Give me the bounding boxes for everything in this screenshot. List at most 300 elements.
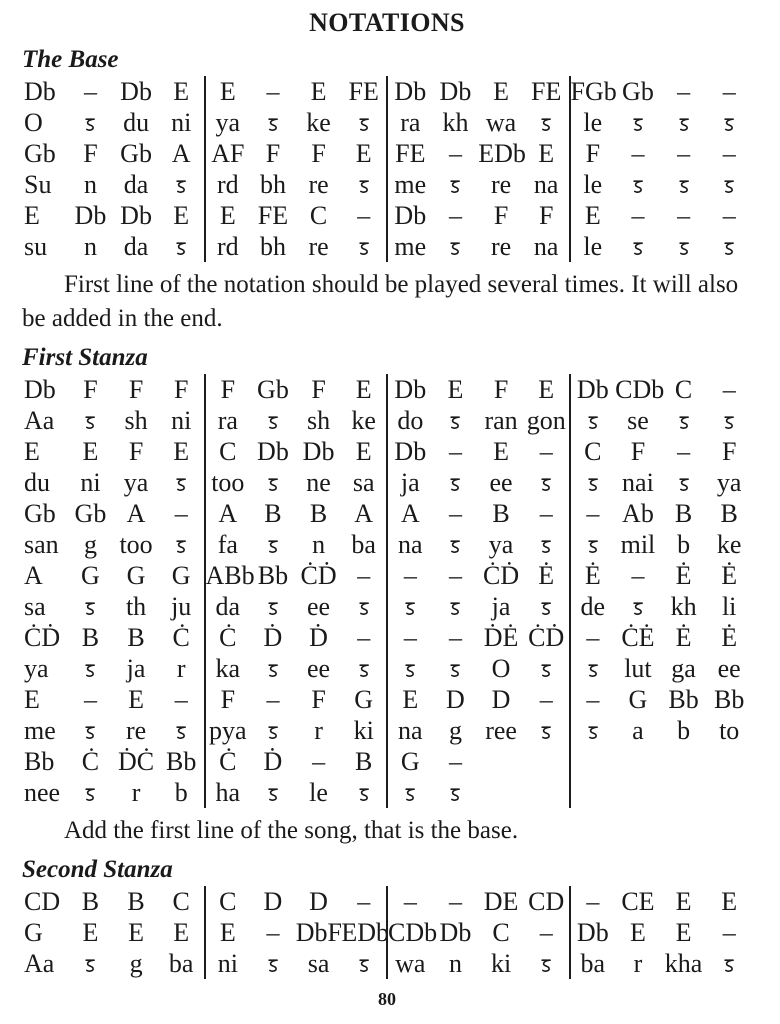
notation-cell [250,467,296,498]
avagraha-glyph [84,958,96,973]
notation-cell: Bb [714,685,745,714]
notation-cell [433,467,479,498]
notation-cell: D [491,685,511,714]
notation-cell: ke [716,530,742,559]
avagraha-glyph [678,179,690,194]
notation-cell: O [24,108,43,137]
notation-cell: EDb [478,139,526,168]
notation-cell: F [311,685,326,714]
notation-cell: E [159,436,205,467]
notation-cell: ke [306,108,331,137]
avagraha-glyph [540,539,552,554]
notation-cell [159,169,205,200]
notation-cell: – [524,684,570,715]
notation-cell: re [125,716,147,745]
avagraha-glyph [587,539,599,554]
notation-cell: G [24,918,43,947]
notation-cell: – [448,887,462,916]
notation-cell: Ė [675,623,692,652]
notation-cell: de [580,592,606,621]
notation-cell [706,405,752,436]
notation-cell: re [308,170,329,199]
notation-cell: FE [524,76,570,107]
notation-cell [570,777,616,808]
notation-cell: ee [717,654,741,683]
notation-cell: Db [394,77,427,106]
notation-cell [433,231,479,262]
avagraha-glyph [84,787,96,802]
notation-table-base [22,76,752,262]
notation-row [22,684,752,715]
notation-cell: nee [24,778,61,807]
notation-cell: r [159,653,205,684]
notation-cell: Bb [24,747,55,776]
notation-cell: E [24,201,40,230]
notation-row [22,76,752,107]
notation-cell: – [524,917,570,948]
notation-cell: Gb [622,77,654,106]
notation-cell [524,591,570,622]
notation-cell: too [211,468,245,497]
notation-cell: se [627,406,649,435]
notation-cell: E [341,138,387,169]
notation-cell: ra [217,406,238,435]
notation-cell [570,467,616,498]
notation-cell: E [675,918,692,947]
notation-cell: – [448,623,462,652]
avagraha-glyph [678,415,690,430]
notation-cell [68,107,114,138]
notation-cell: Ė [524,560,570,591]
notation-cell [250,653,296,684]
notation-cell: – [448,499,462,528]
notation-cell: – [524,498,570,529]
notation-cell [478,746,524,777]
notation-cell: ba [159,948,205,979]
notation-cell: Ċ [159,622,205,653]
notation-cell: A [341,498,387,529]
avagraha-glyph [267,725,279,740]
notation-cell: E [24,685,40,714]
notation-cell: F [159,374,205,405]
notation-cell: – [83,77,97,106]
notation-cell: – [722,139,736,168]
notation-row [22,653,752,684]
notation-cell: lut [624,654,652,683]
notation-cell [570,405,616,436]
notation-row [22,529,752,560]
notation-cell: ga [671,654,696,683]
avagraha-glyph [358,787,370,802]
avagraha-glyph [175,179,187,194]
notation-cell: ja [126,654,146,683]
notation-cell: F [311,375,326,404]
notation-cell [615,777,661,808]
notation-cell: na [524,231,570,262]
avagraha-glyph [267,958,279,973]
notation-cell: FE [395,139,426,168]
avagraha-glyph [723,179,735,194]
notation-cell [433,653,479,684]
notation-cell [387,591,433,622]
avagraha-glyph [358,241,370,256]
notation-cell: ja [400,468,420,497]
notation-cell: F [83,375,98,404]
notation-cell [387,777,433,808]
notation-cell: ha [215,778,241,807]
notation-cell: san [24,530,59,559]
notation-cell: D [309,887,328,916]
notation-row [22,498,752,529]
notation-cell: F [493,375,509,404]
notation-cell: F [311,139,326,168]
notation-cell: sh [124,406,148,435]
notation-cell: B [127,887,145,916]
notation-row [22,560,752,591]
notation-cell: ran [484,406,518,435]
notation-cell: ree [485,716,517,745]
notation-cell [570,715,616,746]
notation-cell: – [677,77,691,106]
notation-row [22,436,752,467]
notation-cell: sa [341,467,387,498]
notation-cell: Gb [120,139,152,168]
avagraha-glyph [358,601,370,616]
notation-cell: ni [159,107,205,138]
avagraha-glyph [449,787,461,802]
notation-cell: Db [439,77,472,106]
notation-cell: F [524,200,570,231]
avagraha-glyph [587,725,599,740]
avagraha-glyph [358,663,370,678]
heading-first-stanza: First Stanza [22,344,148,371]
notation-cell: na [398,716,423,745]
notation-cell: C [219,887,237,916]
notation-cell [433,405,479,436]
notation-cell [478,777,524,808]
notation-cell: rd [216,232,239,261]
notation-cell: na [524,169,570,200]
notation-cell: b [677,716,691,745]
notation-cell: EDb [341,918,390,947]
notation-cell: B [492,499,510,528]
notation-cell [250,715,296,746]
notation-row [22,886,752,917]
notation-cell: g [83,530,97,559]
notation-cell: ni [159,405,205,436]
notation-cell: E [584,201,601,230]
notation-cell: – [341,200,387,231]
notation-cell: Ė [584,561,601,590]
notation-cell: – [341,560,387,591]
notation-cell: – [403,561,417,590]
notation-cell: ee [489,468,513,497]
notation-cell: Ė [721,623,738,652]
notation-cell: E [159,200,205,231]
notation-cell [570,653,616,684]
notation-cell: E [219,201,236,230]
avagraha-glyph [449,415,461,430]
notation-cell: ba [580,949,606,978]
avagraha-glyph [449,179,461,194]
notation-cell: Aa [24,406,55,435]
notation-cell: – [159,684,205,715]
notation-cell [524,715,570,746]
notation-row [22,622,752,653]
avagraha-glyph [632,241,644,256]
notation-cell: Ċ [81,747,100,776]
notation-cell [570,529,616,560]
notation-cell: – [266,685,280,714]
notation-cell: D [446,685,465,714]
notation-cell: Ė [675,561,692,590]
notation-cell: me [24,716,56,745]
notation-cell: G [341,684,387,715]
notation-cell: ĊĖ [621,623,655,652]
notation-cell: Bb [257,561,289,590]
notation-cell: CDb [388,918,438,947]
heading-the-base: The Base [22,46,119,73]
notation-cell: Bb [159,746,205,777]
notation-cell: Ċ [219,747,237,776]
notation-cell [341,777,387,808]
notation-cell: li [721,592,737,621]
avagraha-glyph [358,179,370,194]
avagraha-glyph [678,241,690,256]
notation-cell: CD [524,886,570,917]
notation-cell: da [123,170,149,199]
notation-cell [661,777,707,808]
avagraha-glyph [175,477,187,492]
notation-cell: su [24,232,48,261]
avagraha-glyph [678,477,690,492]
avagraha-glyph [449,477,461,492]
notation-cell [524,653,570,684]
notation-cell: – [159,498,205,529]
notation-cell [615,107,661,138]
notation-cell: ya [215,108,241,137]
notation-cell: F [493,201,509,230]
notation-cell [615,169,661,200]
notation-cell: fa [217,530,238,559]
notation-cell: – [677,201,691,230]
notation-cell [250,529,296,560]
notation-cell [661,467,707,498]
notation-cell: E [341,374,387,405]
avagraha-glyph [358,117,370,132]
notation-cell: ne [306,468,331,497]
notation-cell: re [308,232,329,261]
notation-cell: – [631,139,645,168]
notation-cell [68,777,114,808]
notation-cell [524,529,570,560]
notation-cell: – [312,747,326,776]
heading-second-stanza: Second Stanza [22,856,173,883]
notation-cell: sh [307,406,331,435]
notation-cell: pya [209,716,247,745]
avagraha-glyph [267,117,279,132]
notation-cell: B [341,746,387,777]
notation-cell: C [584,437,602,466]
avagraha-glyph [723,241,735,256]
notation-cell: E [82,437,99,466]
notation-cell: G [81,561,100,590]
notation-cell: – [722,77,736,106]
avagraha-glyph [587,415,599,430]
notation-cell: Db [576,375,609,404]
notation-cell: A [400,499,420,528]
notation-cell: bh [259,170,286,199]
notation-cell: n [83,170,97,199]
notation-cell: F [721,437,737,466]
notation-cell: ju [159,591,205,622]
notation-cell: ka [215,654,241,683]
notation-cell: G [628,685,648,714]
notation-cell: Ḋ [263,623,283,652]
notation-cell: E [402,685,419,714]
notation-cell: E [721,887,738,916]
notation-cell: Db [439,918,472,947]
section-first-stanza [22,344,752,848]
notation-cell: – [448,561,462,590]
notation-cell: wa [395,949,426,978]
notation-cell [433,529,479,560]
notation-cell: ni [217,949,238,978]
avagraha-glyph [267,415,279,430]
notation-cell: E [493,77,509,106]
notation-cell: B [264,499,282,528]
notation-cell: n [448,949,462,978]
notation-cell: Gb [24,139,56,168]
notation-cell: E [159,76,205,107]
notation-cell: Db [576,918,609,947]
notation-cell: na [398,530,423,559]
notation-cell: A [159,138,205,169]
notation-cell [250,777,296,808]
notation-cell [706,107,752,138]
notation-cell [661,169,707,200]
notation-cell: Gb [24,499,56,528]
notation-cell [524,777,570,808]
notation-cell: sa [24,592,46,621]
notation-cell: AF [211,139,245,168]
notation-cell [250,591,296,622]
notation-cell: – [403,887,417,916]
notation-cell: le [309,778,328,807]
notation-cell: Ḋ [309,623,328,652]
notation-cell: E [159,917,205,948]
notation-cell: A [126,499,146,528]
notation-cell: Ė [721,561,738,590]
notation-cell: A [24,561,43,590]
avagraha-glyph [540,663,552,678]
notation-cell: ra [400,108,421,137]
notation-cell: – [266,77,280,106]
notation-cell: DE [483,887,519,916]
notation-cell: g [448,716,462,745]
notation-cell: Db [74,201,107,230]
notation-cell: rd [216,170,239,199]
notation-cell [524,746,570,777]
notation-cell: Su [24,170,52,199]
notation-row [22,138,752,169]
notation-cell: me [394,170,427,199]
notation-cell: gon [524,405,570,436]
notation-cell [661,107,707,138]
notation-cell: re [490,232,512,261]
notation-cell: E [310,77,327,106]
notation-cell: kh [442,108,469,137]
notation-cell: E [82,918,99,947]
notation-cell: E [341,436,387,467]
notation-cell: E [493,437,509,466]
notation-row [22,107,752,138]
note-after-base: First line of the notation should be played several times. It will also be added in the end. [22,271,739,332]
notation-cell: kh [670,592,697,621]
notation-cell: Gb [74,499,107,528]
notation-cell: E [629,918,646,947]
notation-cell: – [677,139,691,168]
notation-cell: me [394,232,427,261]
notation-cell [159,715,205,746]
section-second-stanza [22,856,752,979]
notation-cell: FE [257,201,289,230]
avagraha-glyph [267,477,279,492]
notation-row [22,715,752,746]
notation-cell: b [159,777,205,808]
notation-cell: b [677,530,691,559]
notation-cell: nai [622,468,654,497]
notation-cell: – [266,918,280,947]
notation-cell [341,169,387,200]
avagraha-glyph [449,539,461,554]
notation-cell: Db [394,201,427,230]
note-after-first-stanza: Add the first line of the song, that is the base. [64,817,519,844]
notation-cell: kha [664,949,703,978]
avagraha-glyph [540,958,552,973]
notation-cell: Ab [622,499,654,528]
notation-cell: – [341,886,387,917]
avagraha-glyph [632,179,644,194]
notation-cell: E [447,375,464,404]
notation-cell: O [491,654,511,683]
notation-cell [341,231,387,262]
notation-cell: ĊḊ [483,561,520,590]
avagraha-glyph [678,117,690,132]
avagraha-glyph [632,601,644,616]
notation-cell: Db [257,437,289,466]
notation-cell: – [722,375,736,404]
notation-cell: C [309,201,328,230]
notation-cell: da [123,232,149,261]
avagraha-glyph [723,117,735,132]
notation-cell: ĊḊ [300,561,337,590]
notation-cell: ḊĊ [118,747,155,776]
notation-cell: – [586,685,600,714]
notation-cell: Db [302,437,335,466]
notation-cell: – [586,623,600,652]
notation-cell: to [719,716,740,745]
avagraha-glyph [449,241,461,256]
avagraha-glyph [267,663,279,678]
notation-cell: – [677,437,691,466]
notation-cell: DbF [295,918,342,947]
notation-row [22,591,752,622]
notation-cell: du [123,108,150,137]
notation-cell: G [126,561,146,590]
notation-cell: F [83,139,98,168]
notation-cell: Db [394,437,427,466]
